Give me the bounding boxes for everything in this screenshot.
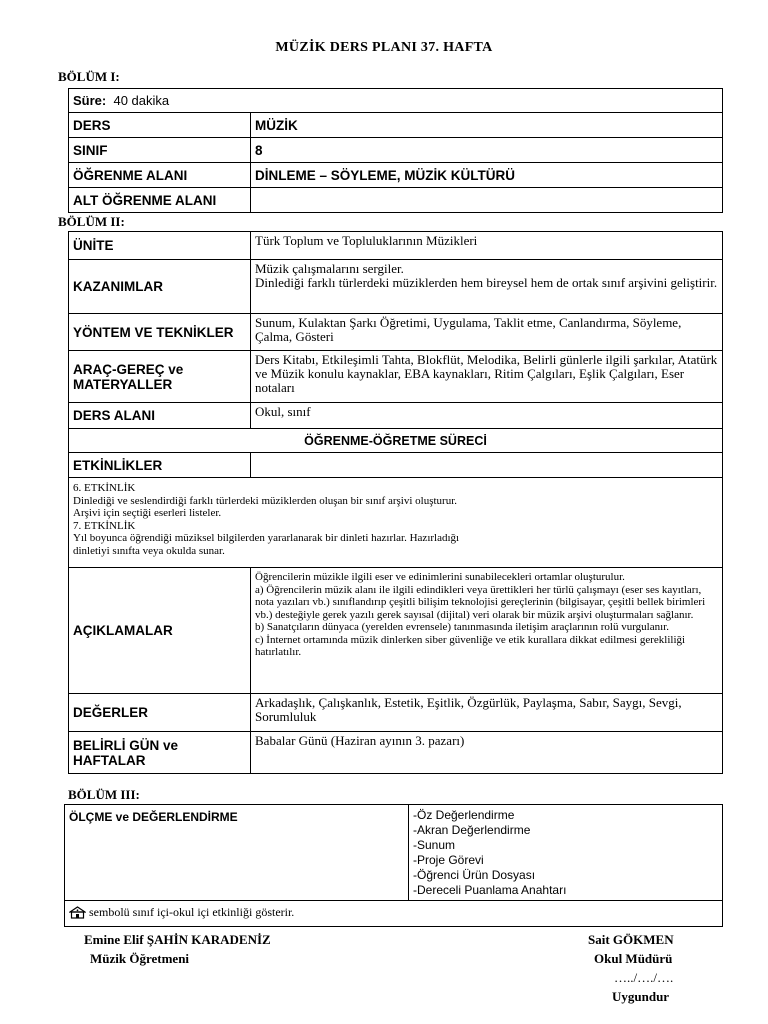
materials-label-line: ARAÇ-GEREÇ ve: [73, 361, 184, 377]
activities-value: [251, 453, 723, 478]
activity-line: Dinlediği ve seslendirdiği farklı türlerdeki müziklerden oluşan bir sınıf arşivi oluşturur.: [73, 494, 458, 507]
values-label: DEĞERLER: [69, 694, 251, 732]
outcome-item: Müzik çalışmalarını sergiler.: [255, 261, 404, 276]
learning-area-value: DİNLEME – SÖYLEME, MÜZİK KÜLTÜRÜ: [251, 163, 723, 188]
unit-value: Türk Toplum ve Topluluklarının Müzikleri: [251, 232, 723, 260]
assessment-item: -Proje Görevi: [413, 853, 484, 867]
methods-label: YÖNTEM VE TEKNİKLER: [69, 314, 251, 351]
values-value: Arkadaşlık, Çalışkanlık, Estetik, Eşitlik, Özgürlük, Paylaşma, Sabır, Saygı, Sevgi, Sorumluluk: [251, 694, 723, 732]
assessment-item: -Sunum: [413, 838, 456, 852]
outcomes-cell: [251, 260, 723, 314]
assessment-item: -Dereceli Puanlama Anahtarı: [413, 883, 567, 897]
activity-line: Arşivi için seçtiği eserleri listeler.: [73, 507, 222, 519]
principal-name: Sait GÖKMEN: [588, 932, 674, 947]
explanation-line: a) Öğrencilerin müzik alanı ile ilgili edindikleri veya ürettikleri her türlü çalışmayı (eser ses kayıtları, nota yazıları vb.) sınıflandırıp çeşitli bilişim teknolojisi gereçlerinin (bilgisayar, çeşitli bellek birimleri vb.) desteğiyle gerek yazılı gerek sayısal (dijital) veri olarak bir müzik arşivi oluşturmaları sağlanır.: [255, 583, 706, 621]
symbol-note-cell: [65, 901, 723, 927]
activity-line: Yıl boyunca öğrendiği müziksel bilgilerden yararlanarak bir dinleti hazırlar. Hazırladığı: [73, 532, 460, 544]
explanations-cell: [251, 568, 723, 694]
assessment-label: ÖLÇME ve DEĞERLENDİRME: [65, 805, 409, 901]
course-label: DERS: [69, 113, 251, 138]
activity-line: dinletiyi sınıfta veya okulda sunar.: [73, 544, 225, 557]
duration-cell: [69, 89, 723, 113]
section-1-heading: BÖLÜM I:: [58, 69, 120, 84]
section-3-table: [64, 804, 723, 927]
special-days-label: [69, 732, 251, 774]
outcomes-label: KAZANIMLAR: [69, 260, 251, 314]
grade-label: SINIF: [69, 138, 251, 163]
course-area-value: Okul, sınıf: [251, 403, 723, 429]
teacher-signature: [84, 930, 271, 968]
sub-learning-area-label: ALT ÖĞRENME ALANI: [69, 188, 251, 213]
course-area-label: DERS ALANI: [69, 403, 251, 429]
explanation-line: c) İnternet ortamında müzik dinlerken siber güvenliğe ve etik kurallara dikkat edilmesi gerekliliği hatırlatılır.: [255, 633, 686, 658]
special-days-label-line: HAFTALAR: [73, 752, 146, 768]
teacher-title: Müzik Öğretmeni: [90, 951, 190, 966]
outcome-item: Dinlediği farklı türlerdeki müziklerden hem bireysel hem de ortak sınıf arşivini geliştirir.: [255, 275, 718, 290]
page-title: MÜZİK DERS PLANI 37. HAFTA: [275, 40, 493, 55]
assessment-item: -Öz Değerlendirme: [413, 808, 515, 822]
assessment-list: [409, 805, 723, 901]
methods-value: Sunum, Kulaktan Şarkı Öğretimi, Uygulama, Taklit etme, Canlandırma, Söyleme, Çalma, Gösteri: [251, 314, 723, 351]
duration-label: Süre:: [73, 93, 107, 108]
materials-label: [69, 351, 251, 403]
sub-learning-area-value: [251, 188, 723, 213]
section-1-table: [68, 88, 723, 213]
activities-label: ETKİNLİKLER: [69, 453, 251, 478]
activity-line: 6. ETKİNLİK: [73, 482, 136, 494]
grade-value: 8: [251, 138, 723, 163]
activities-detail: [69, 478, 723, 568]
special-days-value: Babalar Günü (Haziran ayının 3. pazarı): [251, 732, 723, 774]
explanation-line: b) Sanatçıların dünyaca (yerelden evrensele) tanınmasında iletişim araçlarının rolü vurgulanır.: [255, 621, 669, 633]
process-heading: ÖĞRENME-ÖĞRETME SÜRECİ: [69, 429, 723, 453]
principal-title: Okul Müdürü: [594, 951, 673, 966]
approval-text: Uygundur: [612, 989, 670, 1004]
date-placeholder: …../…./….: [614, 970, 674, 985]
symbol-note: sembolü sınıf içi-okul içi etkinliği gösterir.: [89, 905, 295, 920]
explanations-label: AÇIKLAMALAR: [69, 568, 251, 694]
activity-line: 7. ETKİNLİK: [73, 519, 136, 532]
duration-value: 40 dakika: [113, 93, 170, 108]
section-2-table: [68, 231, 723, 774]
explanation-line: Öğrencilerin müzikle ilgili eser ve edinimlerini sunabilecekleri ortamlar oluşturulur.: [255, 571, 625, 583]
special-days-label-line: BELİRLİ GÜN ve: [73, 737, 179, 753]
unit-label: ÜNİTE: [69, 232, 251, 260]
assessment-item: -Akran Değerlendirme: [413, 823, 531, 837]
teacher-name: Emine Elif ŞAHİN KARADENİZ: [84, 932, 271, 947]
principal-signature: [572, 930, 722, 1006]
materials-value: Ders Kitabı, Etkileşimli Tahta, Blokflüt, Melodika, Belirli günlerle ilgili şarkılar, Atatürk ve Müzik konulu kaynaklar, EBA kaynakları, Ritim Çalgıları, Eşlik Çalgıları, Eser notaları: [251, 351, 723, 403]
materials-label-line: MATERYALLER: [73, 376, 173, 392]
course-value: MÜZİK: [251, 113, 723, 138]
section-3-heading: BÖLÜM III:: [68, 787, 140, 802]
learning-area-label: ÖĞRENME ALANI: [69, 163, 251, 188]
section-2-heading: BÖLÜM II:: [58, 214, 125, 229]
school-building-icon: [69, 906, 86, 922]
assessment-item: -Öğrenci Ürün Dosyası: [413, 868, 536, 882]
